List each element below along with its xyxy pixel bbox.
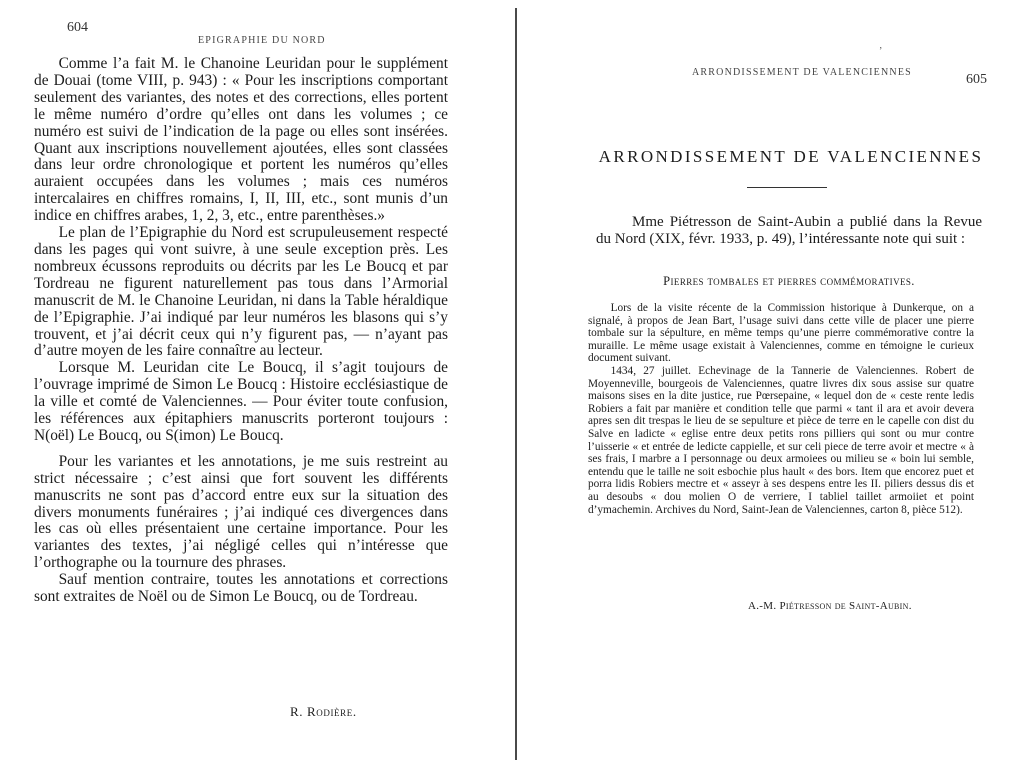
left-body-text <box>34 56 448 606</box>
scan-mark: ’ <box>879 46 883 57</box>
left-paragraph-4: Pour les variantes et les annotations, je me suis restreint au strict nécessaire ; c’est ainsi que fort souvent les différents manuscrits ne sont pas d’accord entre eux sur la situation des divers monuments funéraires ; j’ai indiqué ces divergences dans les cas où elles présentaient une certaine importance. Pour les variantes des textes, j’ai négligé celles qui n’intéresse que l’orthographe ou la tournure des phrases. <box>34 452 448 572</box>
left-paragraph-1: Comme l’a fait M. le Chanoine Leuridan pour le supplément de Douai (tome VIII, p. 943) : « Pour les inscriptions comportant seulement des variantes, des notes et des corrections, elles portent le même numéro d’ordre qu’elles ont dans les volumes ; ce numéro est suivi de l’indication de la page ou elles sont insérées. Quant aux inscriptions nouvellement ajoutées, elles sont classées dans leur ordre chronologique et portent les numéros qu’elles auraient occupées dans les volumes ; mais ces numéros intercalaires en chiffres romains, I, II, III, etc., sont munis d’un indice en chiffres arabes, 1, 2, 3, etc., entre parenthèses.» <box>34 55 448 225</box>
left-paragraph-2: Le plan de l’Epigraphie du Nord est scrupuleusement respecté dans les pages qui vont suivre, à une seule exception près. Les nombreux écussons reproduits ou décrits par les Le Boucq et par Tordreau ne figurent naturellement pas tous dans l’Armorial manuscrit de M. le Chanoine Leuridan, ni dans la Table héraldique de l’Epigraphie. J’ai indiqué par leur numéros les blasons qui s’y trouvent, et j’ai décrit ceux qui n’y figurent pas, — n’ayant pas d’autre moyen de les faire connaître au lecteur. <box>34 224 448 360</box>
left-running-head: EPIGRAPHIE DU NORD <box>198 35 326 46</box>
left-signature: R. Rodière. <box>290 704 357 719</box>
left-paragraph-5: Sauf mention contraire, toutes les annotations et corrections sont extraites de Noël ou de Simon Le Boucq, ou de Tordreau. <box>34 571 448 606</box>
intro-text <box>596 214 982 248</box>
left-page-number: 604 <box>67 20 88 35</box>
intro-paragraph: Mme Piétresson de Saint-Aubin a publié dans la Revue du Nord (XIX, févr. 1933, p. 49), l’intéressante note qui suit : <box>596 214 982 247</box>
page-gutter <box>515 8 517 760</box>
right-signature: A.-M. Piétresson de Saint-Aubin. <box>748 600 912 612</box>
left-paragraph-3: Lorsque M. Leuridan cite Le Boucq, il s’agit toujours de l’ouvrage imprimé de Simon Le Boucq : Histoire ecclésiastique de la ville et comté de Valenciennes. — Pour éviter toute confusion, les références aux épitaphiers manuscrits porteront toujours : N(oël) Le Boucq, ou S(imon) Le Boucq. <box>34 359 448 444</box>
subheading: Pierres tombales et pierres commémoratives. <box>663 274 915 288</box>
notes-text <box>588 302 974 516</box>
section-title: ARRONDISSEMENT DE VALENCIENNES <box>598 147 984 166</box>
title-divider <box>747 187 827 188</box>
right-running-head: ARRONDISSEMENT DE VALENCIENNES <box>692 67 912 78</box>
note-paragraph-2: 1434, 27 juillet. Echevinage de la Tannerie de Valenciennes. Robert de Moyenneville, bourgeois de Valenciennes, quatre livres dix sous assise sur quatre maisons sises en la dite justice, rue Pœrsepaine, « lequel don de « ceste rente ledis Robiers a fait par manière et condition telle que parmi « tant il ara et avoir devera apres sen dit trespas le lieu de se sepulture et pièce de terre en le capelle con dist du Salve en ladicte « eglise entre deux petits rons pilliers qui sont ou mur contre l’uisserie « et entrée de ledicte cappielle, et sur celi piece de terre avoir et mectre « à ses frais, I marbre a I personnage ou deux armoiees ou milieu se « boin lui semble, entendu que le taille ne soit esbochie plus hault « des bors. Item que encorez puet et porra lidis Robiers mectre et « asseyr à ses despens entre les II. piliers dessus dis et au desoubs « dou molien O de verriere, I tabliel taillet armoiiet et point d’ymachemin. Archives du Nord, Saint-Jean de Valenciennes, carton 8, pièce 512). <box>588 364 974 516</box>
note-paragraph-1: Lors de la visite récente de la Commission historique à Dunkerque, on a signalé, à propos de Jean Bart, l’usage suivi dans cette ville de placer une pierre tombale sur la sépulture, en même temps qu’une pierre commémorative contre la muraille. Le même usage existait à Valenciennes, comme en témoigne le curieux document suivant. <box>588 302 974 365</box>
right-page-number: 605 <box>966 72 987 87</box>
